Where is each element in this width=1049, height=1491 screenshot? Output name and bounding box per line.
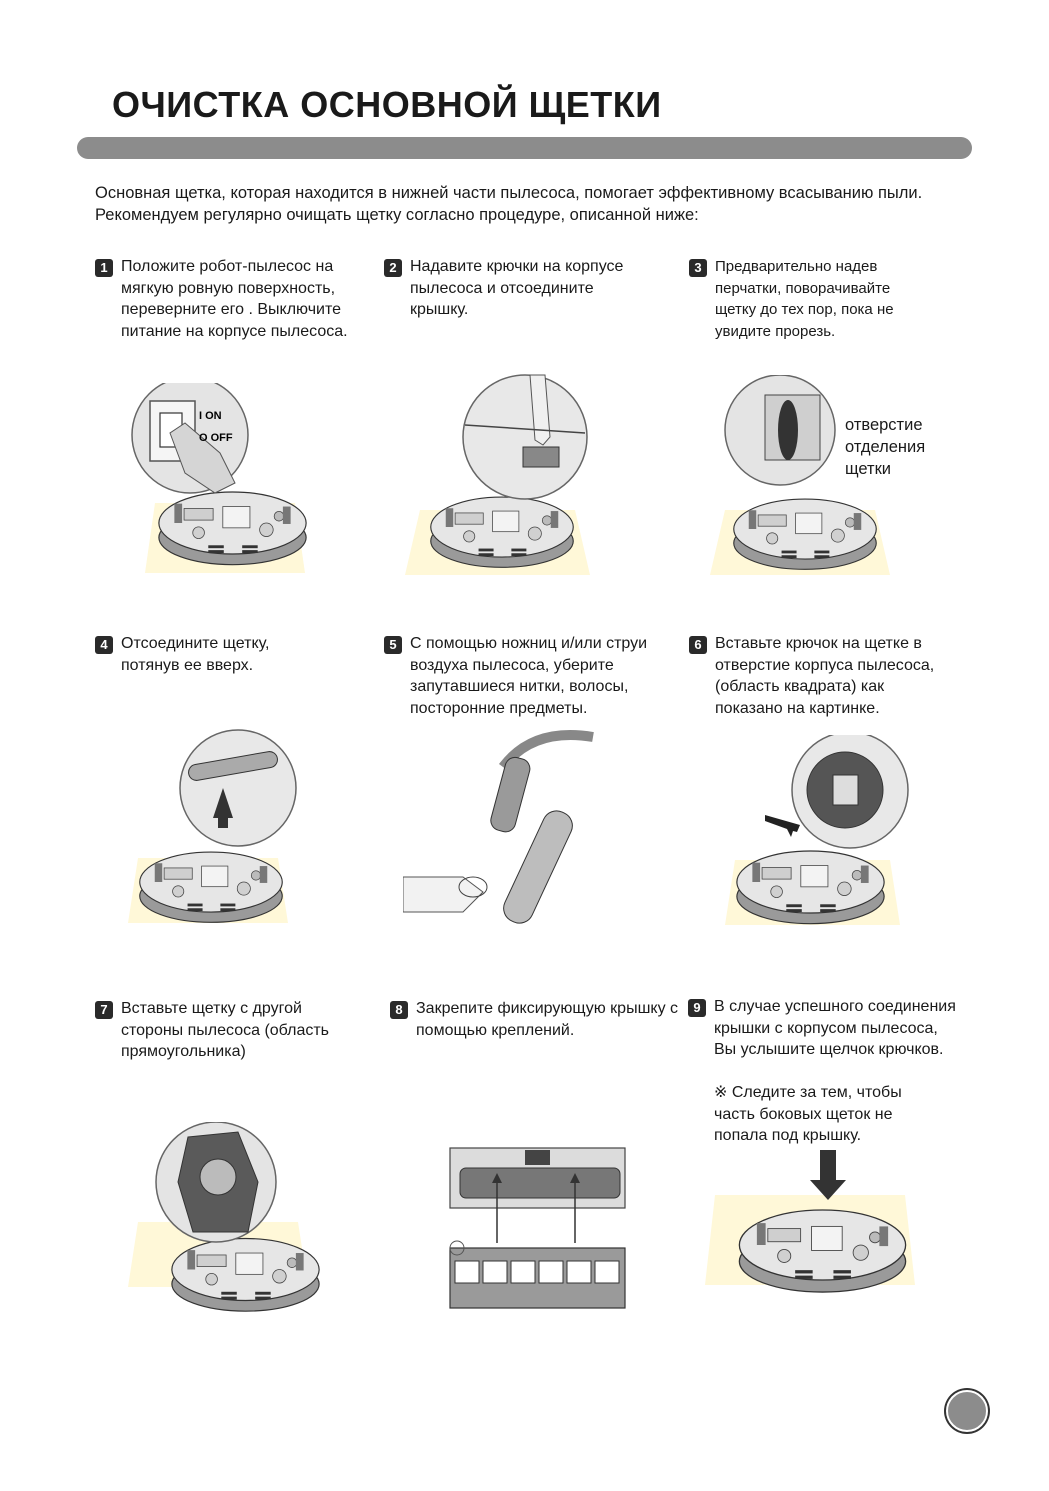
step-9-text: В случае успешного соединения крышки с корпусом пылесоса, Вы услышите щелчок крючков. bbox=[714, 998, 956, 1058]
step-7-text: Вставьте щетку с другой стороны пылесоса (область прямоугольника) bbox=[121, 1000, 330, 1060]
figure-switch-off bbox=[125, 383, 315, 578]
step-4-number: 4 bbox=[95, 636, 113, 654]
brush-slot-callout: отверстие отделения щетки bbox=[845, 416, 926, 478]
page-number-badge bbox=[946, 1390, 988, 1432]
intro-paragraph: Основная щетка, которая находится в нижней части пылесоса, помогает эффективному всасыванию пыли. Рекомендуем регулярно очищать щетку согласно процедуре, описанной ниже: bbox=[95, 184, 923, 224]
figure-attached-cover bbox=[705, 1145, 920, 1320]
figure-insert-hook bbox=[725, 735, 910, 930]
switch-off-label: O OFF bbox=[199, 432, 233, 444]
step-3-number: 3 bbox=[689, 259, 707, 277]
step-6-text: Вставьте крючок на щетке в отверстие корпуса пылесоса,(область квадрата) как показано на картинке. bbox=[715, 635, 935, 717]
step-8-text: Закрепите фиксирующую крышку с помощью креплений. bbox=[416, 1000, 679, 1039]
step-3-text: Предварительно надев перчатки, поворачивайте щетку до тех пор, пока не увидите прорезь. bbox=[715, 258, 894, 340]
figure-press-hooks bbox=[405, 365, 590, 578]
step-8-number: 8 bbox=[390, 1001, 408, 1019]
step-9-note: ※ Следите за тем, чтобы часть боковых щеток не попала под крышку. bbox=[714, 1084, 902, 1144]
step-5-text: С помощью ножниц и/или струи воздуха пылесоса, уберите запутавшиеся нитки, волосы, посторонние предметы. bbox=[410, 635, 648, 717]
figure-clean-brush bbox=[403, 727, 598, 932]
step-1-number: 1 bbox=[95, 259, 113, 277]
figure-insert-other-side bbox=[128, 1122, 328, 1320]
step-2-number: 2 bbox=[384, 259, 402, 277]
step-7-number: 7 bbox=[95, 1001, 113, 1019]
step-6-number: 6 bbox=[689, 636, 707, 654]
title-divider-bar bbox=[77, 137, 972, 159]
figure-remove-brush bbox=[128, 728, 298, 928]
step-1-text: Положите робот-пылесос на мягкую ровную поверхность, переверните его . Выключите питание на корпусе пылесоса. bbox=[121, 258, 348, 340]
figure-cover-latches bbox=[445, 1138, 635, 1323]
step-4-text: Отсоедините щетку, потянув ее вверх. bbox=[121, 635, 270, 674]
step-5-number: 5 bbox=[384, 636, 402, 654]
switch-on-label: I ON bbox=[199, 410, 222, 422]
step-2-text: Надавите крючки на корпусе пылесоса и отсоедините крышку. bbox=[410, 258, 624, 318]
step-9-number: 9 bbox=[688, 999, 706, 1017]
page-title: ОЧИСТКА ОСНОВНОЙ ЩЕТКИ bbox=[112, 84, 662, 125]
